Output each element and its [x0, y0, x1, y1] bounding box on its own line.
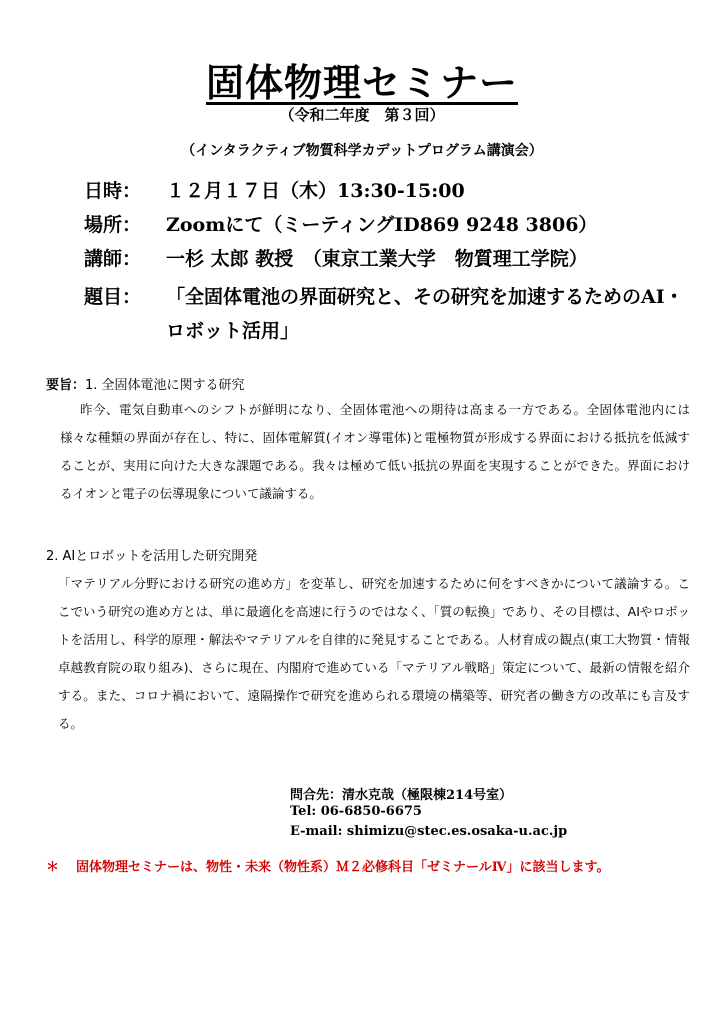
asterisk-icon: ＊ — [46, 860, 60, 875]
section1-heading: 1. 全固体電池に関する研究 — [85, 378, 245, 393]
contact-tel: Tel: 06-6850-6675 — [290, 804, 422, 819]
place-value: Zoomにて（ミーティングID869 9248 3806） — [166, 214, 598, 236]
lecturer-label: 講師： — [84, 248, 142, 270]
lecturer-row — [84, 244, 588, 271]
contact-email: E-mail: shimizu@stec.es.osaka-u.ac.jp — [290, 824, 568, 839]
section2-text: 「マテリアル分野における研究の進め方」を変革し、研究を加速するために何をすべきかについて議論する。ここでいう研究の進め方とは、単に最適化を高速に行うのではなく、「質の転換」であり、その目標は、AIやロボットを活用し、科学的原理・解法やマテリアルを自律的に発見することである。人材育成の観点(東工大物質・情報卓越教育院の取り組み)、さらに現在、内閣府で進めている「マテリアル戦略」策定について、最新の情報を紹介する。また、コロナ禍において、遠隔操作で研究を進められる環境の構築等、研究者の働き方の改革にも言及する。 — [58, 576, 690, 731]
date-row — [84, 176, 465, 203]
contact-inquiry: 問合先：清水克哉（極限棟214号室） — [290, 788, 513, 803]
topic-row — [84, 280, 686, 348]
abstract-label: 要旨： — [46, 378, 86, 393]
abstract-header — [46, 374, 245, 393]
page-title: 固体物理セミナー — [205, 60, 518, 105]
place-label: 場所： — [84, 214, 142, 236]
place-row — [84, 210, 597, 237]
topic-value: 「全固体電池の界面研究と、その研究を加速するためのAI・ロボット活用」 — [166, 286, 684, 342]
session-subtitle: （令和二年度 第３回） — [279, 106, 445, 124]
section2-heading: 2. AIとロボットを活用した研究開発 — [46, 549, 258, 564]
date-label: 日時： — [84, 180, 142, 202]
course-note — [46, 856, 609, 875]
section1-text: 昨今、電気自動車へのシフトが鮮明になり、全固体電池への期待は高まる一方である。全固体電池内には様々な種類の界面が存在し、特に、固体電解質(イオン導電体)と電極物質が形成する界面における抵抗を低減することが、実用に向けた大きな課題である。我々は極めて低い抵抗の界面を実現することができた。界面におけるイオンと電子の伝導現象について議論する。 — [60, 402, 690, 501]
course-note-text: 固体物理セミナーは、物性・未来（物性系）Ｍ２必修科目「ゼミナールⅣ」に該当します。 — [76, 860, 610, 875]
date-value: １２月１７日（木）13:30-15:00 — [166, 180, 465, 202]
program-subtitle: （インタラクティブ物質科学カデットプログラム講演会） — [181, 143, 543, 159]
lecturer-value: 一杉 太郎 教授 （東京工業大学 物質理工学院） — [166, 248, 588, 270]
topic-label: 題目： — [84, 286, 142, 308]
